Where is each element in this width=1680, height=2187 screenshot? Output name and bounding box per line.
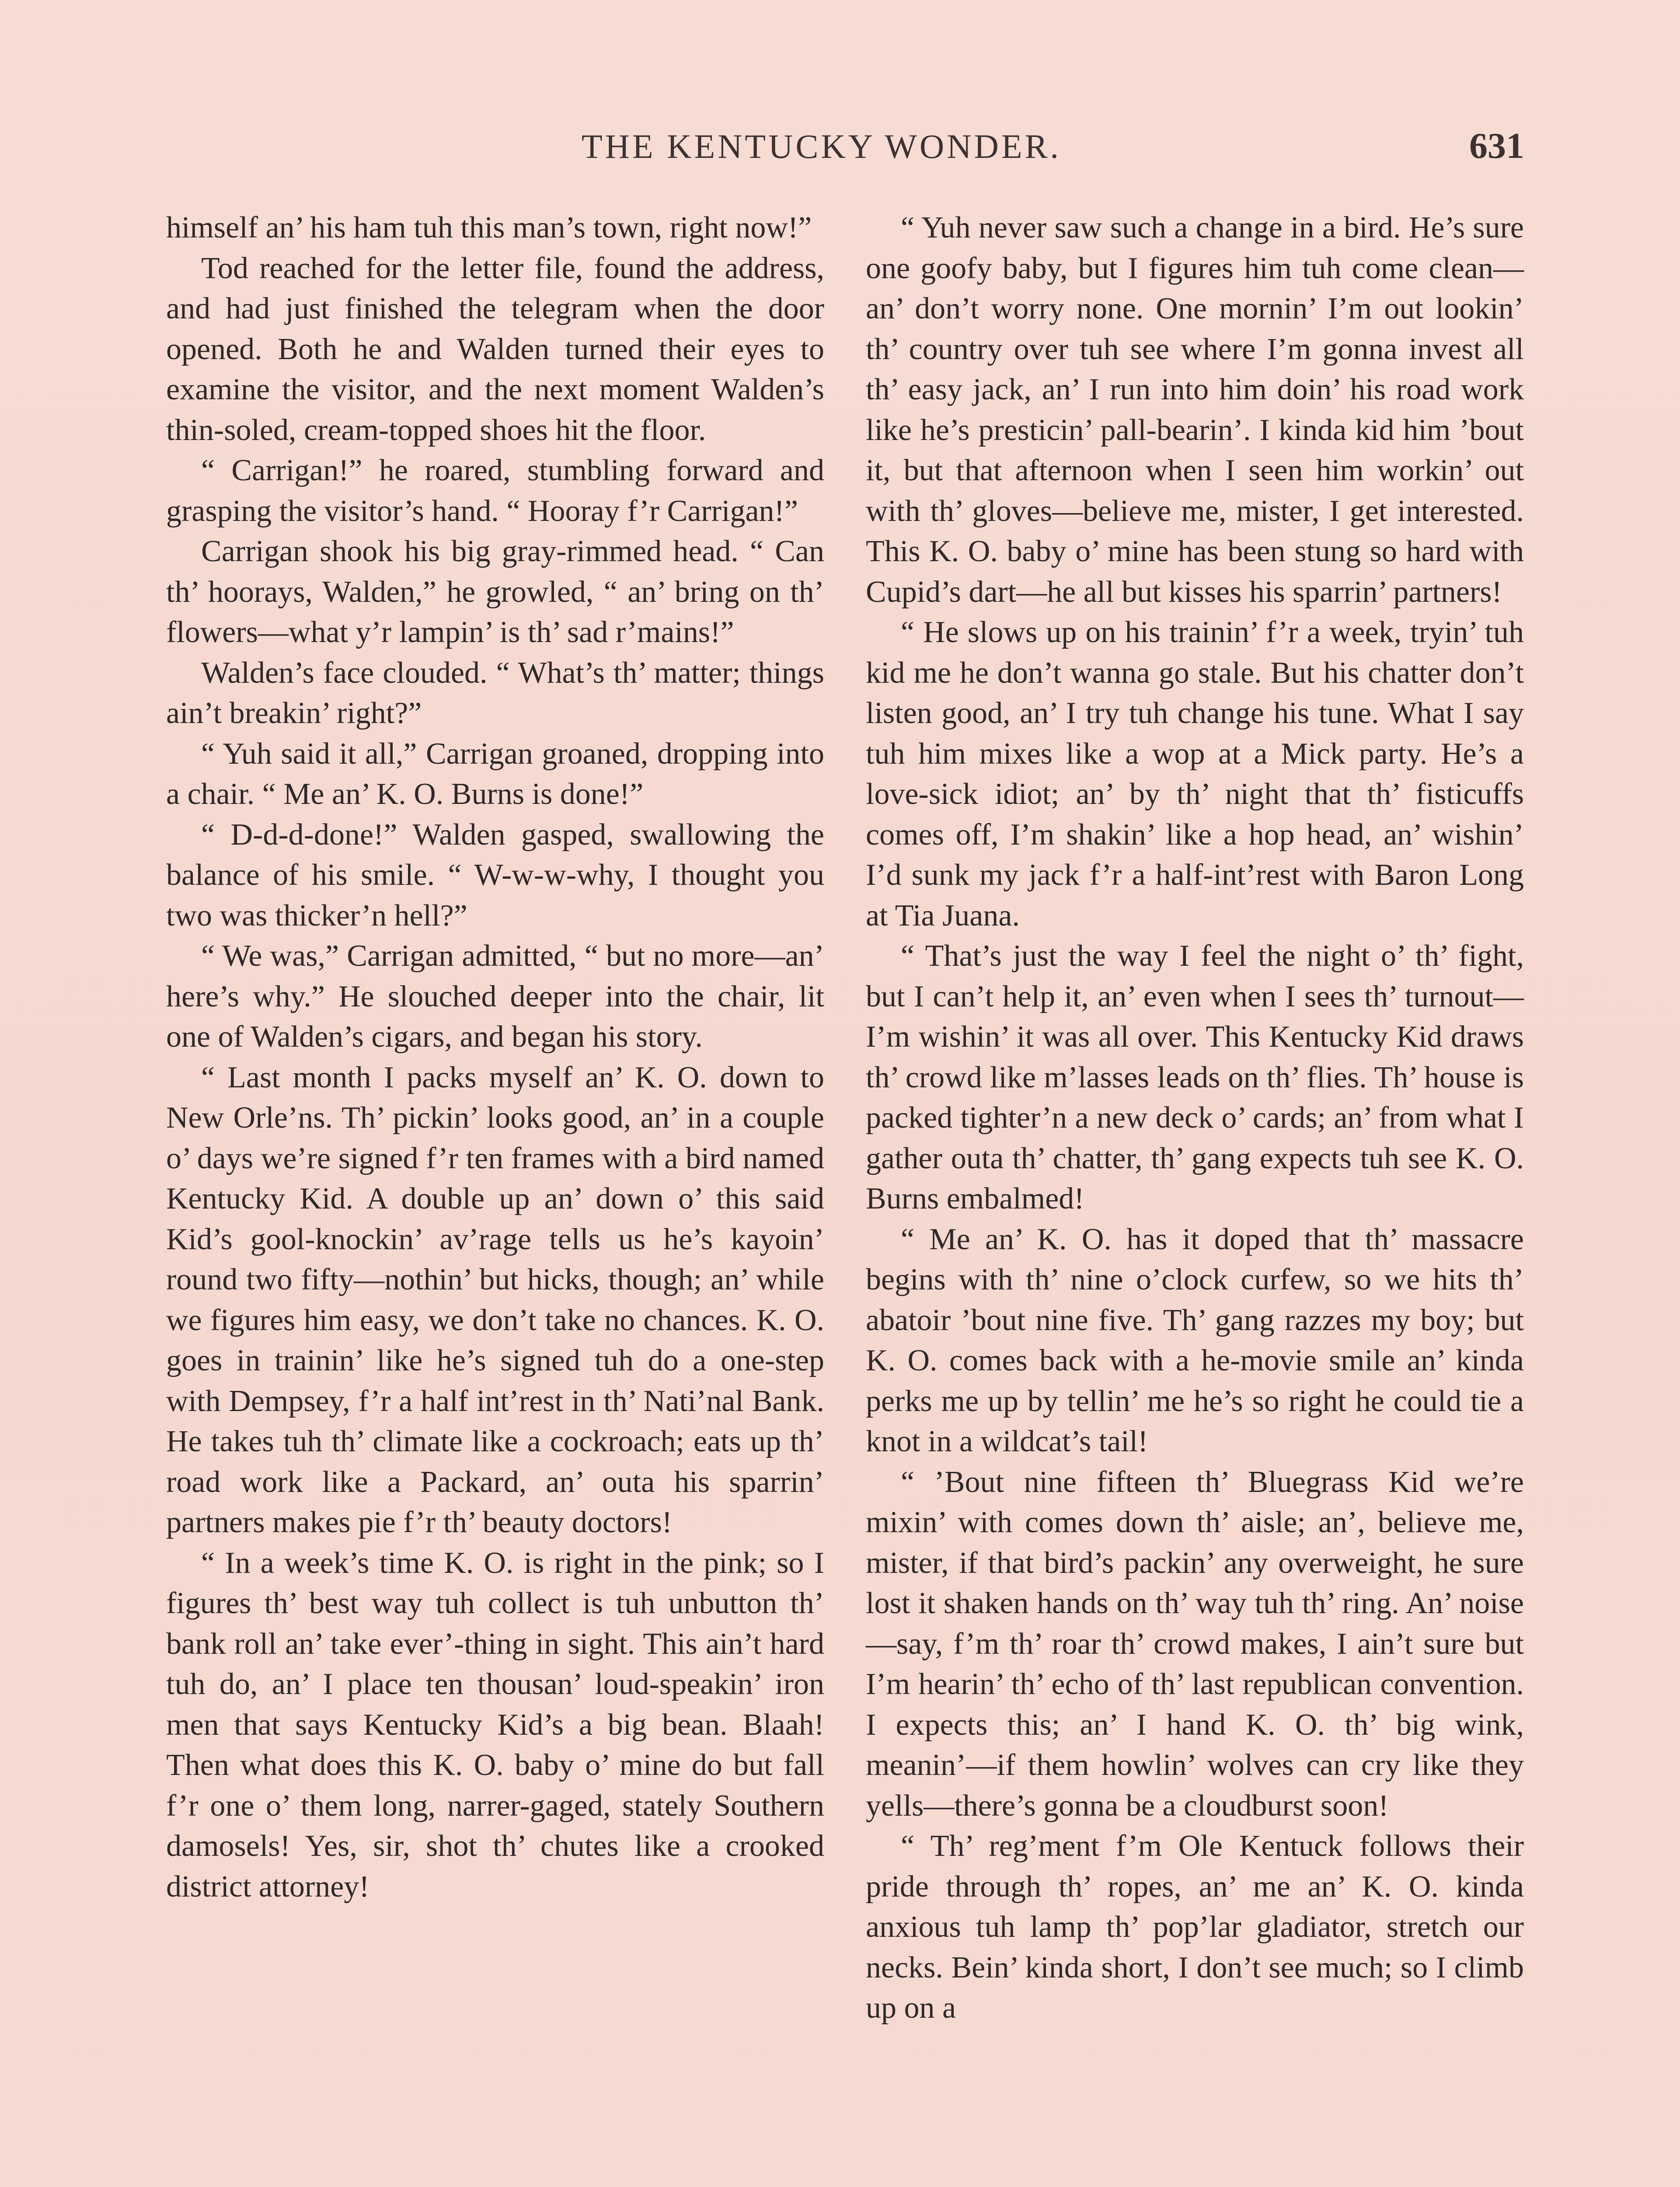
paragraph: “ Yuh said it all,” Carrigan groaned, dropping into a chair. “ Me an’ K. O. Burns is done!” xyxy=(166,737,824,811)
paragraph: “ Me an’ K. O. has it doped that th’ massacre begins with th’ nine o’clock curfew, so we hits th’ abatoir ’bout nine five. Th’ gang razzes my boy; but K. O. comes back with a he-movie smile an’ kinda perks me up by tellin’ me he’s so right he could tie a knot in a wildcat’s tail! xyxy=(866,1222,1524,1458)
paragraph: Carrigan shook his big gray-rimmed head. “ Can th’ hoorays, Walden,” he growled, “ an’ bring on th’ flowers—what y’r lampin’ is th’ sad r’mains!” xyxy=(166,535,824,649)
paragraph: “ D-d-d-done!” Walden gasped, swallowing the balance of his smile. “ W-w-w-why, I thought you two was thicker’n hell?” xyxy=(166,818,824,933)
page-number: 631 xyxy=(1469,126,1524,166)
paragraph: “ He slows up on his trainin’ f’r a week, tryin’ tuh kid me he don’t wanna go stale. But his chatter don’t listen good, an’ I try tuh change his tune. What I say tuh him mixes like a wop at a Mick party. He’s a love-sick idiot; an’ by th’ night that th’ fisticuffs comes off, I’m shakin’ like a hop head, an’ wishin’ I’d sunk my jack f’r a half-int’rest with Baron Long at Tia Juana. xyxy=(866,615,1524,933)
paragraph: “ We was,” Carrigan admitted, “ but no more—an’ here’s why.” He slouched deeper into the chair, lit one of Walden’s cigars, and began his story. xyxy=(166,939,824,1054)
paragraph: “ ’Bout nine fifteen th’ Bluegrass Kid we’re mixin’ with comes down th’ aisle; an’, believe me, mister, if that bird’s packin’ any overweight, he sure lost it shaken hands on th’ way tuh th’ ring. An’ noise—say, f’m th’ roar th’ crowd makes, I ain’t sure but I’m hearin’ th’ echo of th’ last republican convention. I expects this; an’ I hand K. O. th’ big wink, meanin’—if them howlin’ wolves can cry like they yells—there’s gonna be a cloudburst soon! xyxy=(866,1465,1524,1823)
right-column xyxy=(866,208,1524,2029)
paragraph: “ Last month I packs myself an’ K. O. down to New Orle’ns. Th’ pickin’ looks good, an’ in a couple o’ days we’re signed f’r ten frames with a bird named Kentucky Kid. A double up an’ down o’ this said Kid’s gool-knockin’ av’rage tells us he’s kayoin’ round two fifty—nothin’ but hicks, though; an’ while we figures him easy, we don’t take no chances. K. O. goes in trainin’ like he’s signed tuh do a one-step with Dempsey, f’r a half int’rest in th’ Nati’nal Bank. He takes tuh th’ climate like a cockroach; eats up th’ road work like a Packard, an’ outa his sparrin’ partners makes pie f’r th’ beauty doctors! xyxy=(166,1060,824,1539)
paragraph: himself an’ his ham tuh this man’s town, right now!” xyxy=(166,211,812,245)
left-column xyxy=(166,208,824,1907)
paragraph: Walden’s face clouded. “ What’s th’ matter; things ain’t breakin’ right?” xyxy=(166,656,824,730)
paragraph: “ In a week’s time K. O. is right in the pink; so I figures th’ best way tuh collect is tuh unbutton th’ bank roll an’ take ever’-thing in sight. This ain’t hard tuh do, an’ I place ten thousan’ loud-speakin’ iron men that says Kentucky Kid’s a big bean. Blaah! Then what does this K. O. baby o’ mine do but fall f’r one o’ them long, narrer-gaged, stately Southern damosels! Yes, sir, shot th’ chutes like a crooked district attorney! xyxy=(166,1546,824,1904)
paragraph: “ That’s just the way I feel the night o’ th’ fight, but I can’t help it, an’ even when I sees th’ turnout—I’m wishin’ it was all over. This Kentucky Kid draws th’ crowd like m’lasses leads on th’ flies. Th’ house is packed tighter’n a new deck o’ cards; an’ from what I gather outa th’ chatter, th’ gang expects tuh see K. O. Burns embalmed! xyxy=(866,939,1524,1216)
paragraph: “ Th’ reg’ment f’m Ole Kentuck follows their pride through th’ ropes, an’ me an’ K. O. kinda anxious tuh lamp th’ pop’lar gladiator, stretch our necks. Bein’ kinda short, I don’t see much; so I climb up on a xyxy=(866,1829,1524,2025)
paragraph: “ Carrigan!” he roared, stumbling forward and grasping the visitor’s hand. “ Hooray f’r Carrigan!” xyxy=(166,454,824,528)
paragraph: Tod reached for the letter file, found the address, and had just finished the telegram when the door opened. Both he and Walden turned their eyes to examine the visitor, and the next moment Walden’s thin-soled, cream-topped shoes hit the floor. xyxy=(166,251,824,447)
paragraph: “ Yuh never saw such a change in a bird. He’s sure one goofy baby, but I figures him tuh come clean—an’ don’t worry none. One mornin’ I’m out lookin’ th’ country over tuh see where I’m gonna invest all th’ easy jack, an’ I run into him doin’ his road work like he’s presticin’ pall-bearin’. I kinda kid him ’bout it, but that afternoon when I seen him workin’ out with th’ gloves—believe me, mister, I get interested. This K. O. baby o’ mine has been stung so hard with Cupid’s dart—he all but kisses his sparrin’ partners! xyxy=(866,211,1524,609)
running-title: THE KENTUCKY WONDER. xyxy=(582,127,1062,165)
